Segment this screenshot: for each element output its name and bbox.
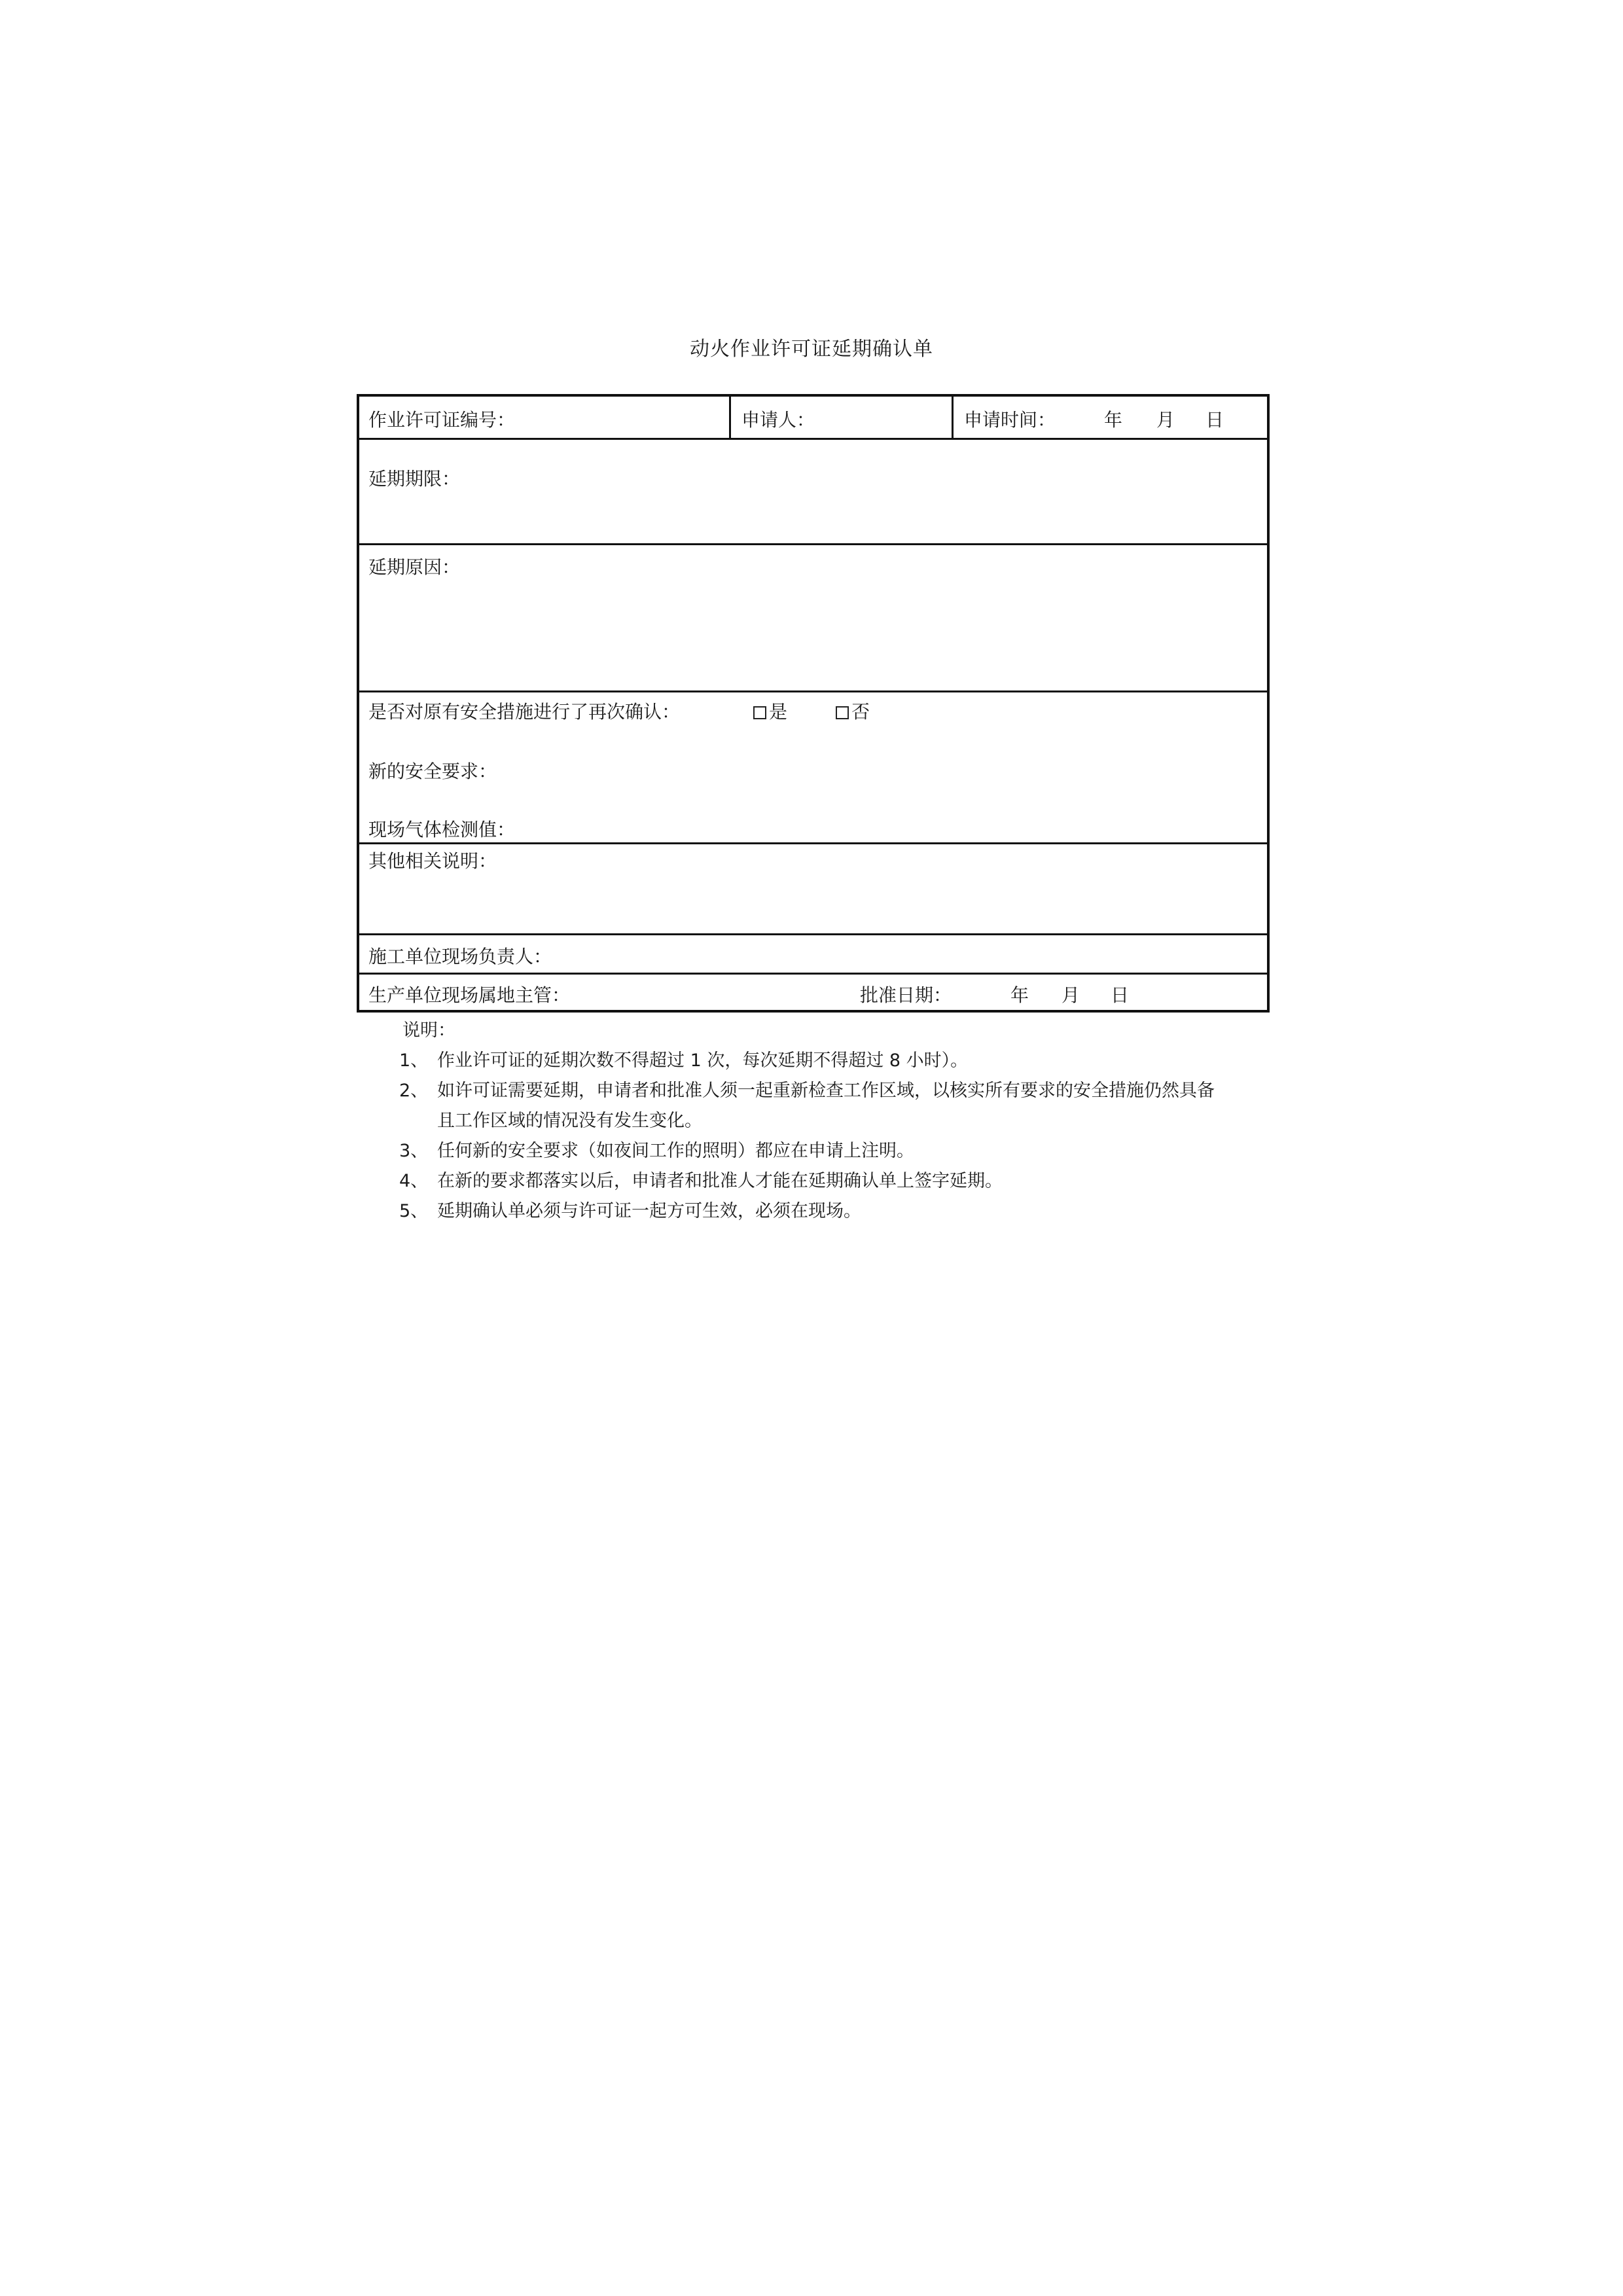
yes-label: 是 [769,701,788,723]
note-text: 如许可证需要延期，申请者和批准人须一起重新检查工作区域，以核实所有要求的安全措施仍然具备且工作区域的情况没有发生变化。 [437,1081,1215,1131]
note-number: 1、 [399,1050,429,1071]
note-text: 作业许可证的延期次数不得超过 1 次，每次延期不得超过 8 小时）。 [437,1050,969,1071]
note-text: 延期确认单必须与许可证一起方可生效，必须在现场。 [437,1201,861,1221]
no-label: 否 [851,701,870,723]
note-text: 在新的要求都落实以后，申请者和批准人才能在延期确认单上签字延期。 [437,1171,1003,1191]
note-item [399,1136,1250,1166]
note-number: 4、 [399,1171,429,1191]
other-notes-row[interactable] [359,844,1267,935]
production-supervisor-label: 生产单位现场属地主管： [368,984,571,1006]
note-item [399,1046,1250,1076]
note-number: 3、 [399,1141,429,1161]
approval-day-label: 日 [1111,984,1130,1006]
contractor-supervisor-row[interactable] [359,935,1267,975]
apply-month-label: 月 [1156,409,1175,431]
note-number: 5、 [399,1201,429,1221]
reconfirm-yes-option[interactable] [753,698,787,724]
permit-number-cell[interactable] [359,397,729,438]
note-number: 2、 [399,1081,429,1101]
approval-year-label: 年 [1010,984,1029,1006]
form-row-header [359,397,1267,440]
extension-reason-row[interactable] [359,545,1267,692]
extension-period-label: 延期期限： [368,468,461,490]
reconfirm-question: 是否对原有安全措施进行了再次确认： [368,701,681,723]
reconfirm-no-option[interactable] [836,698,870,724]
no-checkbox-icon[interactable] [836,706,849,719]
extension-reason-label: 延期原因： [368,556,461,578]
apply-day-label: 日 [1205,409,1224,431]
document-title: 动火作业许可证延期确认单 [690,338,933,361]
permit-extension-form [357,394,1270,1013]
new-safety-requirements-label: 新的安全要求： [368,761,497,782]
applicant-cell[interactable] [729,397,952,438]
notes-section [399,1016,1250,1227]
apply-year-label: 年 [1104,409,1123,431]
note-text: 任何新的安全要求（如夜间工作的照明）都应在申请上注明。 [437,1141,914,1161]
applicant-label: 申请人： [741,409,815,431]
note-item [399,1196,1250,1227]
extension-period-row[interactable] [359,440,1267,545]
note-item [399,1166,1250,1196]
yes-checkbox-icon[interactable] [753,706,766,719]
approval-month-label: 月 [1061,984,1080,1006]
production-supervisor-row[interactable] [359,975,1267,1010]
approval-date-label: 批准日期： [860,984,952,1006]
apply-time-cell[interactable] [952,397,1267,438]
other-notes-label: 其他相关说明： [368,850,497,872]
contractor-supervisor-label: 施工单位现场负责人： [368,946,552,967]
permit-number-label: 作业许可证编号： [368,409,516,431]
safety-confirmation-row [359,692,1267,844]
gas-test-value-label: 现场气体检测值： [368,819,516,840]
notes-heading: 说明： [402,1020,455,1041]
apply-time-label: 申请时间： [964,409,1056,431]
note-item [399,1076,1250,1136]
